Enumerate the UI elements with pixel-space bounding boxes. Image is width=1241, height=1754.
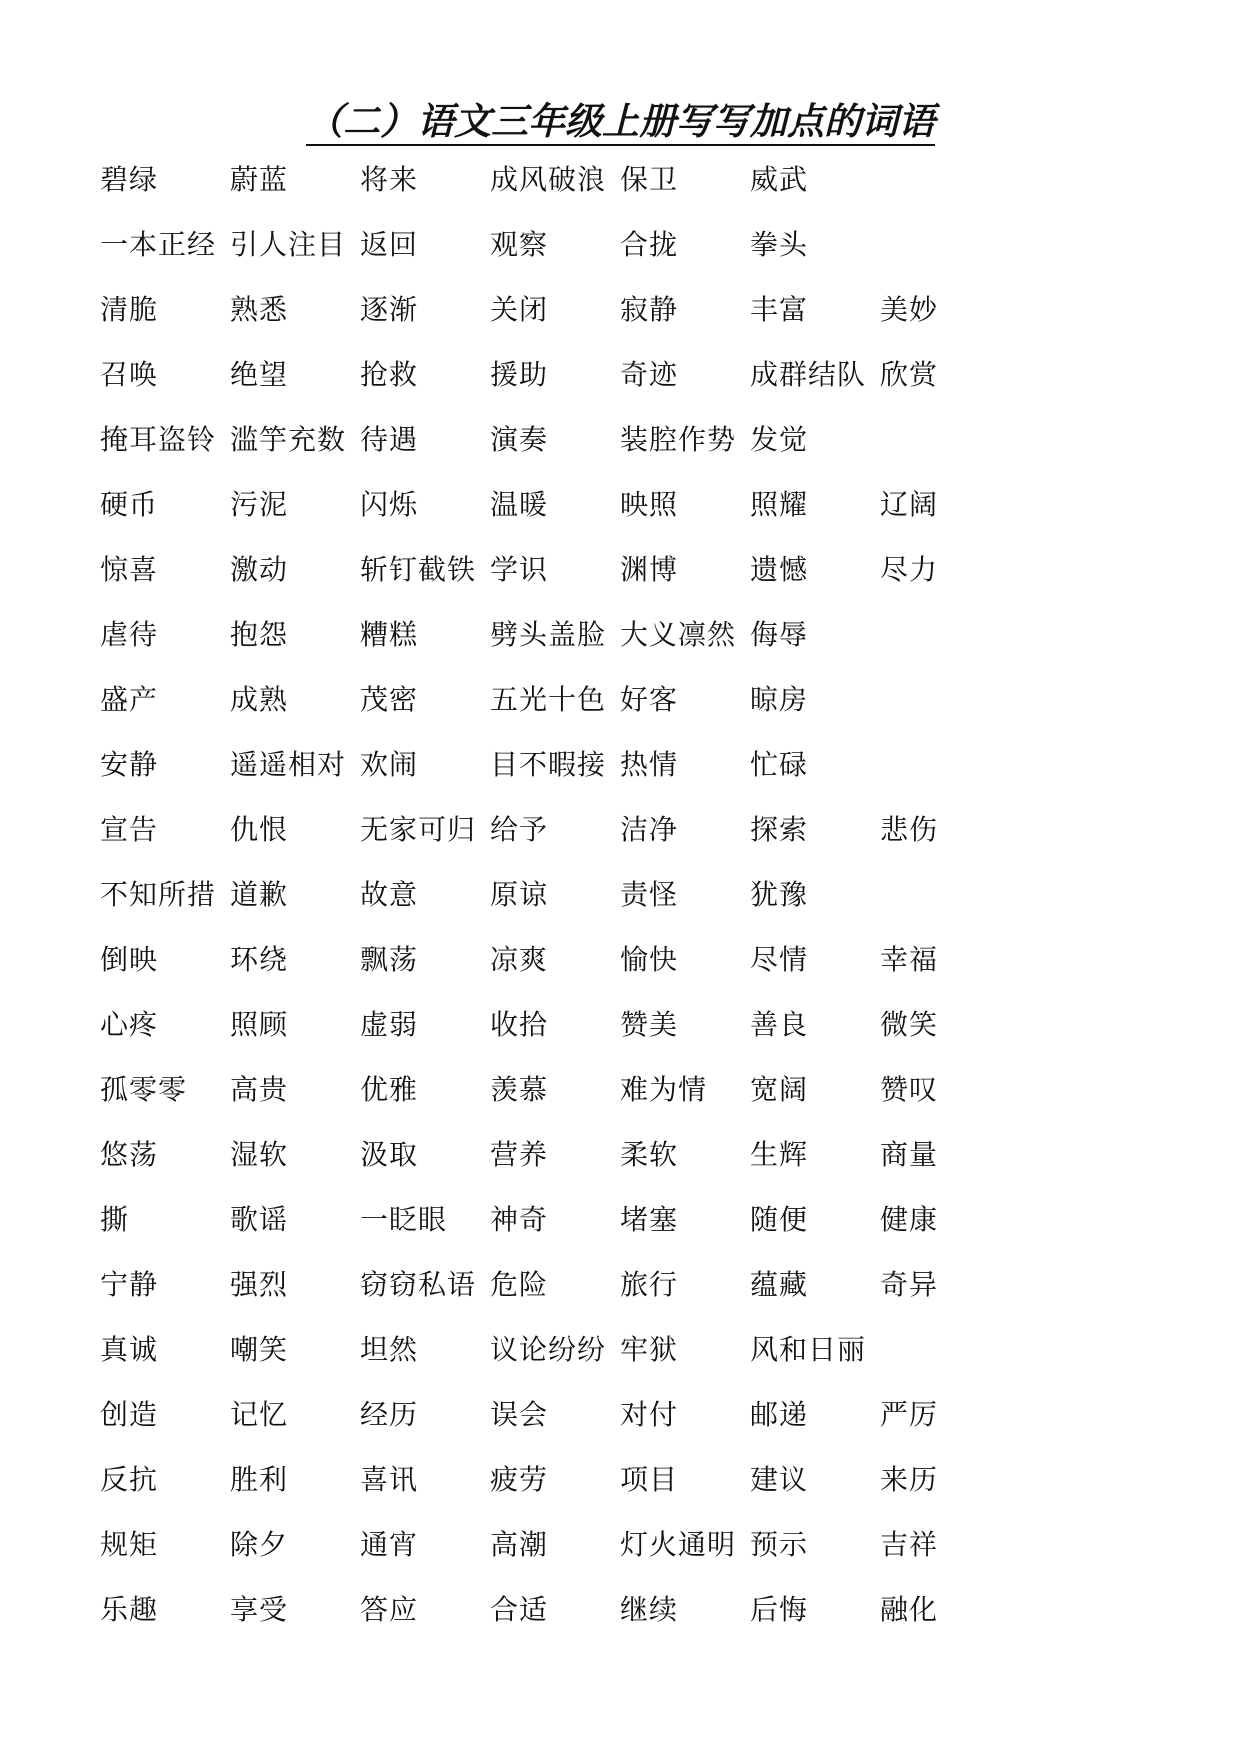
word-item: 难为情 <box>620 1073 708 1106</box>
word-item: 愉快 <box>620 943 679 976</box>
word-item: 后悔 <box>750 1593 809 1626</box>
word-item: 召唤 <box>100 358 159 391</box>
word-item: 蔚蓝 <box>230 163 289 196</box>
word-item: 一本正经 <box>100 228 217 261</box>
word-row <box>0 1003 1241 1047</box>
word-item: 继续 <box>620 1593 679 1626</box>
word-item: 善良 <box>750 1008 809 1041</box>
word-item: 宁静 <box>100 1268 159 1301</box>
word-item: 好客 <box>620 683 679 716</box>
word-item: 安静 <box>100 748 159 781</box>
word-item: 灯火通明 <box>620 1528 737 1561</box>
word-item: 拳头 <box>750 228 809 261</box>
word-item: 激动 <box>230 553 289 586</box>
word-row <box>0 1198 1241 1242</box>
word-row <box>0 873 1241 917</box>
word-item: 微笑 <box>880 1008 939 1041</box>
word-item: 创造 <box>100 1398 159 1431</box>
word-item: 柔软 <box>620 1138 679 1171</box>
word-item: 寂静 <box>620 293 679 326</box>
word-item: 关闭 <box>490 293 549 326</box>
word-row <box>0 1523 1241 1567</box>
word-item: 掩耳盗铃 <box>100 423 217 456</box>
word-item: 绝望 <box>230 358 289 391</box>
word-item: 映照 <box>620 488 679 521</box>
word-item: 规矩 <box>100 1528 159 1561</box>
word-item: 硬币 <box>100 488 159 521</box>
word-item: 待遇 <box>360 423 419 456</box>
word-item: 宽阔 <box>750 1073 809 1106</box>
word-item: 抢救 <box>360 358 419 391</box>
word-item: 照顾 <box>230 1008 289 1041</box>
word-row <box>0 1068 1241 1112</box>
word-row <box>0 613 1241 657</box>
word-item: 返回 <box>360 228 419 261</box>
word-item: 赞叹 <box>880 1073 939 1106</box>
word-item: 营养 <box>490 1138 549 1171</box>
word-item: 答应 <box>360 1593 419 1626</box>
word-item: 遗憾 <box>750 553 809 586</box>
word-item: 发觉 <box>750 423 809 456</box>
word-item: 观察 <box>490 228 549 261</box>
word-item: 不知所措 <box>100 878 217 911</box>
word-item: 来历 <box>880 1463 939 1496</box>
word-item: 犹豫 <box>750 878 809 911</box>
word-item: 责怪 <box>620 878 679 911</box>
word-item: 故意 <box>360 878 419 911</box>
word-item: 装腔作势 <box>620 423 737 456</box>
word-item: 凉爽 <box>490 943 549 976</box>
word-item: 喜讯 <box>360 1463 419 1496</box>
word-row <box>0 483 1241 527</box>
word-item: 保卫 <box>620 163 679 196</box>
word-item: 融化 <box>880 1593 939 1626</box>
word-item: 威武 <box>750 163 809 196</box>
word-item: 健康 <box>880 1203 939 1236</box>
word-item: 神奇 <box>490 1203 549 1236</box>
word-item: 辽阔 <box>880 488 939 521</box>
word-item: 侮辱 <box>750 618 809 651</box>
word-item: 危险 <box>490 1268 549 1301</box>
word-row <box>0 223 1241 267</box>
word-item: 欢闹 <box>360 748 419 781</box>
word-item: 心疼 <box>100 1008 159 1041</box>
word-item: 邮递 <box>750 1398 809 1431</box>
word-row <box>0 1263 1241 1307</box>
word-item: 奇异 <box>880 1268 939 1301</box>
word-item: 堵塞 <box>620 1203 679 1236</box>
word-item: 误会 <box>490 1398 549 1431</box>
word-item: 蕴藏 <box>750 1268 809 1301</box>
word-item: 温暖 <box>490 488 549 521</box>
word-item: 飘荡 <box>360 943 419 976</box>
word-item: 项目 <box>620 1463 679 1496</box>
word-item: 滥竽充数 <box>230 423 347 456</box>
word-item: 盛产 <box>100 683 159 716</box>
word-item: 商量 <box>880 1138 939 1171</box>
word-item: 乐趣 <box>100 1593 159 1626</box>
word-item: 汲取 <box>360 1138 419 1171</box>
word-item: 对付 <box>620 1398 679 1431</box>
word-row <box>0 808 1241 852</box>
word-item: 窃窃私语 <box>360 1268 477 1301</box>
word-item: 渊博 <box>620 553 679 586</box>
word-item: 将来 <box>360 163 419 196</box>
word-item: 援助 <box>490 358 549 391</box>
word-item: 经历 <box>360 1398 419 1431</box>
word-item: 幸福 <box>880 943 939 976</box>
word-item: 学识 <box>490 553 549 586</box>
word-item: 遥遥相对 <box>230 748 347 781</box>
word-item: 预示 <box>750 1528 809 1561</box>
word-item: 羡慕 <box>490 1073 549 1106</box>
word-item: 虐待 <box>100 618 159 651</box>
word-item: 碧绿 <box>100 163 159 196</box>
word-item: 赞美 <box>620 1008 679 1041</box>
word-item: 享受 <box>230 1593 289 1626</box>
word-item: 牢狱 <box>620 1333 679 1366</box>
word-row <box>0 1458 1241 1502</box>
word-item: 真诚 <box>100 1333 159 1366</box>
word-item: 熟悉 <box>230 293 289 326</box>
word-item: 成熟 <box>230 683 289 716</box>
word-item: 通宵 <box>360 1528 419 1561</box>
word-item: 合适 <box>490 1593 549 1626</box>
word-item: 目不暇接 <box>490 748 607 781</box>
word-item: 美妙 <box>880 293 939 326</box>
word-row <box>0 353 1241 397</box>
word-item: 湿软 <box>230 1138 289 1171</box>
word-item: 建议 <box>750 1463 809 1496</box>
word-item: 道歉 <box>230 878 289 911</box>
word-item: 闪烁 <box>360 488 419 521</box>
word-item: 悠荡 <box>100 1138 159 1171</box>
word-item: 探索 <box>750 813 809 846</box>
word-item: 给予 <box>490 813 549 846</box>
word-item: 丰富 <box>750 293 809 326</box>
word-item: 风和日丽 <box>750 1333 867 1366</box>
word-item: 尽力 <box>880 553 939 586</box>
word-item: 奇迹 <box>620 358 679 391</box>
word-item: 悲伤 <box>880 813 939 846</box>
word-item: 茂密 <box>360 683 419 716</box>
word-item: 斩钉截铁 <box>360 553 477 586</box>
word-item: 倒映 <box>100 943 159 976</box>
word-item: 抱怨 <box>230 618 289 651</box>
word-row <box>0 743 1241 787</box>
word-row <box>0 1393 1241 1437</box>
word-item: 优雅 <box>360 1073 419 1106</box>
word-item: 逐渐 <box>360 293 419 326</box>
word-item: 旅行 <box>620 1268 679 1301</box>
word-item: 撕 <box>100 1203 130 1236</box>
page-title-text: （二）语文三年级上册写写加点的词语 <box>306 99 935 146</box>
word-item: 高潮 <box>490 1528 549 1561</box>
word-item: 尽情 <box>750 943 809 976</box>
word-item: 嘲笑 <box>230 1333 289 1366</box>
word-row <box>0 678 1241 722</box>
word-item: 欣赏 <box>880 358 939 391</box>
word-row <box>0 288 1241 332</box>
word-item: 严厉 <box>880 1398 939 1431</box>
word-row <box>0 938 1241 982</box>
word-item: 引人注目 <box>230 228 347 261</box>
word-row <box>0 158 1241 202</box>
word-item: 成风破浪 <box>490 163 607 196</box>
word-item: 随便 <box>750 1203 809 1236</box>
word-item: 胜利 <box>230 1463 289 1496</box>
word-item: 演奏 <box>490 423 549 456</box>
word-item: 虚弱 <box>360 1008 419 1041</box>
word-item: 照耀 <box>750 488 809 521</box>
word-item: 洁净 <box>620 813 679 846</box>
word-item: 无家可归 <box>360 813 477 846</box>
word-row <box>0 418 1241 462</box>
word-item: 宣告 <box>100 813 159 846</box>
word-item: 劈头盖脸 <box>490 618 607 651</box>
word-item: 强烈 <box>230 1268 289 1301</box>
word-row <box>0 1133 1241 1177</box>
word-item: 吉祥 <box>880 1528 939 1561</box>
word-item: 糟糕 <box>360 618 419 651</box>
word-item: 反抗 <box>100 1463 159 1496</box>
word-item: 成群结队 <box>750 358 867 391</box>
word-item: 五光十色 <box>490 683 607 716</box>
word-item: 晾房 <box>750 683 809 716</box>
word-item: 高贵 <box>230 1073 289 1106</box>
word-item: 坦然 <box>360 1333 419 1366</box>
word-item: 议论纷纷 <box>490 1333 607 1366</box>
word-item: 惊喜 <box>100 553 159 586</box>
word-item: 歌谣 <box>230 1203 289 1236</box>
word-item: 合拢 <box>620 228 679 261</box>
word-item: 原谅 <box>490 878 549 911</box>
word-item: 污泥 <box>230 488 289 521</box>
word-item: 孤零零 <box>100 1073 188 1106</box>
word-item: 记忆 <box>230 1398 289 1431</box>
word-row <box>0 548 1241 592</box>
word-item: 疲劳 <box>490 1463 549 1496</box>
word-item: 除夕 <box>230 1528 289 1561</box>
word-item: 环绕 <box>230 943 289 976</box>
word-item: 忙碌 <box>750 748 809 781</box>
word-row <box>0 1328 1241 1372</box>
word-item: 收拾 <box>490 1008 549 1041</box>
word-item: 生辉 <box>750 1138 809 1171</box>
word-item: 热情 <box>620 748 679 781</box>
word-item: 大义凛然 <box>620 618 737 651</box>
word-item: 仇恨 <box>230 813 289 846</box>
word-row <box>0 1588 1241 1632</box>
word-item: 清脆 <box>100 293 159 326</box>
word-item: 一眨眼 <box>360 1203 448 1236</box>
